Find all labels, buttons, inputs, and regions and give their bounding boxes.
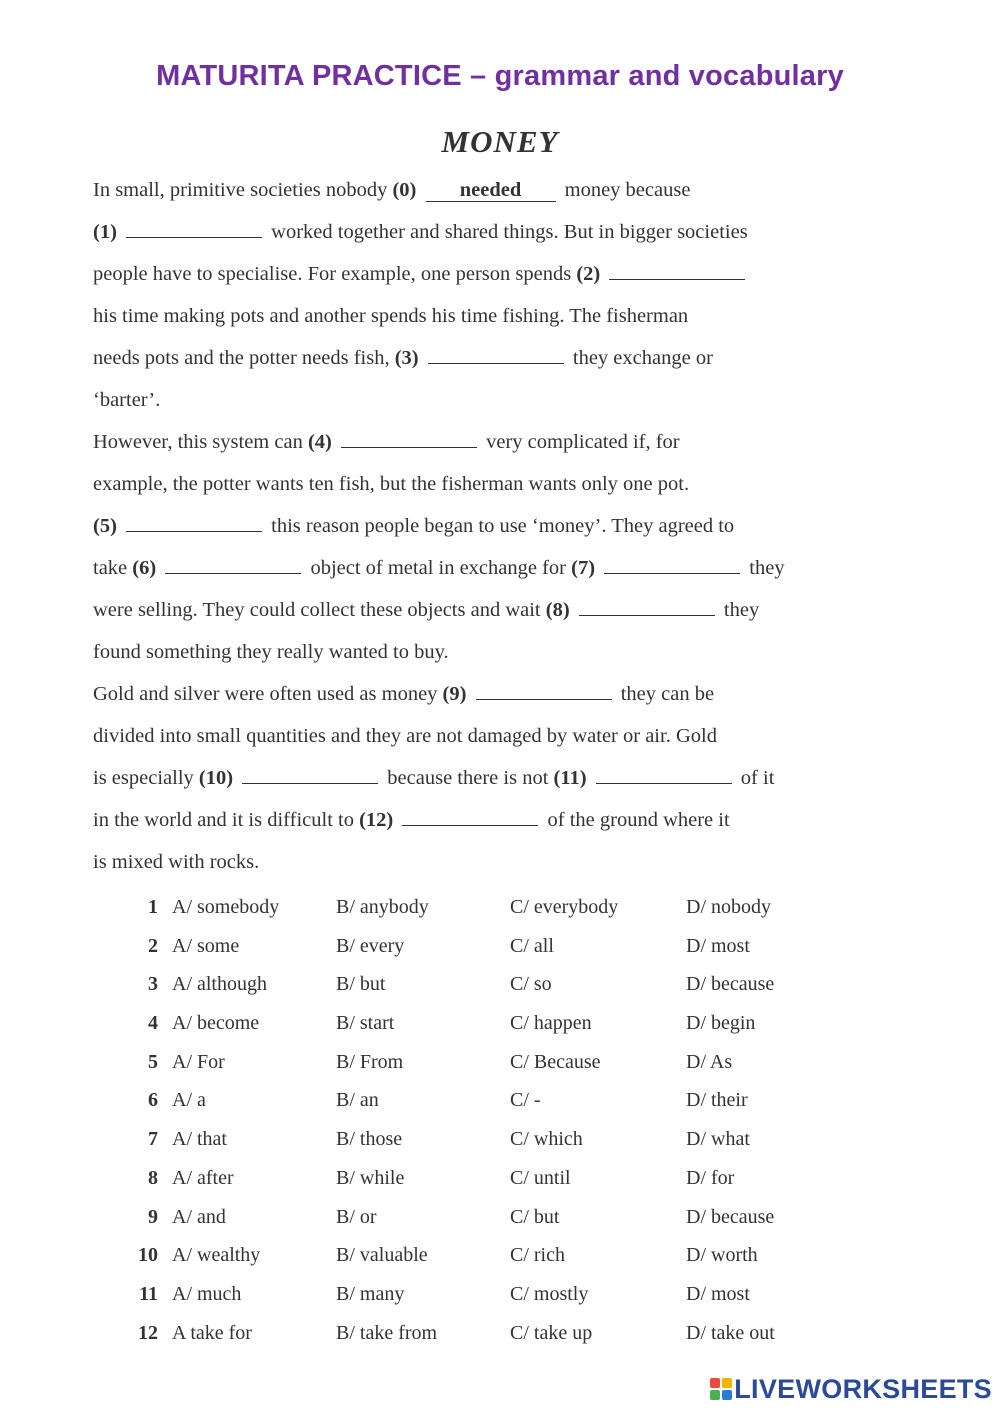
gap-number-1: (1) bbox=[93, 221, 117, 243]
passage-text: is especially bbox=[93, 767, 199, 789]
option-row-3 bbox=[120, 969, 826, 1008]
option-c[interactable]: C/ mostly bbox=[510, 1282, 589, 1305]
passage-line bbox=[93, 718, 853, 760]
option-a[interactable]: A/ a bbox=[172, 1089, 206, 1112]
gap-2-input[interactable] bbox=[609, 263, 745, 280]
option-c[interactable]: C/ take up bbox=[510, 1321, 593, 1344]
option-row-10 bbox=[120, 1240, 826, 1279]
gap-number-7: (7) bbox=[571, 557, 596, 579]
gap-number-8: (8) bbox=[545, 599, 570, 621]
option-number: 2 bbox=[148, 934, 158, 957]
option-number: 9 bbox=[148, 1205, 158, 1228]
option-b[interactable]: B/ take from bbox=[336, 1321, 438, 1344]
gap-9-input[interactable] bbox=[476, 683, 612, 700]
passage-text: of the ground where it bbox=[542, 809, 730, 831]
option-a[interactable]: A/ somebody bbox=[172, 896, 280, 918]
passage-text: However, this system can bbox=[93, 431, 308, 453]
passage-text: in the world and it is difficult to bbox=[93, 809, 360, 831]
option-number: 8 bbox=[148, 1166, 158, 1189]
option-number: 1 bbox=[148, 896, 158, 918]
passage-text: Gold and silver were often used as money bbox=[93, 683, 443, 705]
option-d[interactable]: D/ As bbox=[686, 1050, 733, 1073]
option-d[interactable]: D/ because bbox=[686, 973, 775, 996]
gap-10-input[interactable] bbox=[242, 767, 378, 784]
option-row-5 bbox=[120, 1047, 826, 1086]
passage-line bbox=[93, 424, 853, 466]
option-b[interactable]: B/ an bbox=[336, 1089, 379, 1112]
gap-5-input[interactable] bbox=[126, 515, 262, 532]
option-b[interactable]: B/ anybody bbox=[336, 896, 429, 918]
option-b[interactable]: B/ many bbox=[336, 1282, 405, 1305]
passage-line bbox=[93, 382, 853, 424]
option-c[interactable]: C/ but bbox=[510, 1205, 560, 1228]
passage-line bbox=[93, 634, 853, 676]
option-c[interactable]: C/ Because bbox=[510, 1050, 601, 1073]
gap-number-12: (12) bbox=[359, 809, 394, 831]
gap-3-input[interactable] bbox=[428, 347, 564, 364]
option-a[interactable]: A/ although bbox=[172, 973, 267, 996]
option-d[interactable]: D/ most bbox=[686, 1282, 750, 1305]
passage-text: they bbox=[744, 557, 785, 579]
option-d[interactable]: D/ nobody bbox=[686, 896, 771, 918]
option-a[interactable]: A take for bbox=[172, 1321, 252, 1344]
passage-text: because there is not bbox=[382, 767, 554, 789]
passage-text: In small, primitive societies nobody bbox=[93, 179, 393, 201]
option-d[interactable]: D/ because bbox=[686, 1205, 775, 1228]
passage-line bbox=[93, 760, 853, 802]
option-b[interactable]: B/ From bbox=[336, 1050, 404, 1073]
option-d[interactable]: D/ begin bbox=[686, 1012, 756, 1035]
passage-text: very complicated if, for bbox=[480, 431, 680, 453]
passage-text: they bbox=[718, 599, 760, 621]
liveworksheets-logo bbox=[710, 1369, 992, 1409]
option-b[interactable]: B/ those bbox=[336, 1128, 403, 1151]
passage-line bbox=[93, 802, 853, 844]
option-row-6 bbox=[120, 1085, 826, 1124]
passage-text: people have to specialise. For example, one person spends bbox=[93, 263, 577, 285]
passage-text: divided into small quantities and they are not damaged by water or air. Gold bbox=[93, 725, 717, 747]
gap-number-6: (6) bbox=[132, 557, 157, 579]
option-a[interactable]: A/ some bbox=[172, 934, 240, 957]
gap-number-0: (0) bbox=[392, 179, 417, 201]
gap-number-9: (9) bbox=[442, 683, 467, 705]
option-b[interactable]: B/ or bbox=[336, 1205, 377, 1228]
gap-11-input[interactable] bbox=[596, 767, 732, 784]
passage-text: worked together and shared things. But in bigger societies bbox=[266, 221, 748, 243]
passage-text: were selling. They could collect these objects and wait bbox=[93, 599, 546, 621]
option-a[interactable]: A/ For bbox=[172, 1050, 225, 1073]
passage-text: his time making pots and another spends his time fishing. The fisherman bbox=[93, 305, 689, 327]
passage-line bbox=[93, 298, 853, 340]
passage-line bbox=[93, 676, 853, 718]
option-row-2 bbox=[120, 931, 826, 970]
gap-0-example: needed bbox=[426, 179, 556, 202]
passage-text: money because bbox=[559, 179, 691, 201]
gap-number-2: (2) bbox=[576, 263, 601, 285]
gap-number-3: (3) bbox=[394, 347, 419, 369]
passage-text: this reason people began to use ‘money’. They agreed to bbox=[266, 515, 735, 537]
option-a[interactable]: A/ and bbox=[172, 1205, 226, 1228]
gap-6-input[interactable] bbox=[165, 557, 301, 574]
option-c[interactable]: C/ - bbox=[510, 1089, 541, 1112]
option-c[interactable]: C/ which bbox=[510, 1128, 583, 1151]
option-number: 11 bbox=[139, 1282, 158, 1305]
option-b[interactable]: B/ every bbox=[336, 934, 405, 957]
page-title: MONEY bbox=[441, 124, 559, 159]
passage-text: of it bbox=[735, 767, 775, 789]
option-c[interactable]: C/ rich bbox=[510, 1244, 565, 1267]
passage-text: take bbox=[93, 557, 133, 579]
passage-text: example, the potter wants ten fish, but the fisherman wants only one pot. bbox=[93, 473, 690, 495]
option-row-1 bbox=[120, 892, 826, 931]
option-b[interactable]: B/ start bbox=[336, 1012, 395, 1035]
passage-line bbox=[93, 172, 853, 214]
option-a[interactable]: A/ that bbox=[172, 1128, 227, 1151]
gap-12-input[interactable] bbox=[402, 809, 538, 826]
passage-line bbox=[93, 844, 853, 886]
option-number: 12 bbox=[138, 1321, 158, 1344]
option-d[interactable]: D/ take out bbox=[686, 1321, 775, 1344]
passage-text: needs pots and the potter needs fish, bbox=[93, 347, 395, 369]
option-a[interactable]: A/ wealthy bbox=[172, 1244, 261, 1267]
passage-line bbox=[93, 508, 853, 550]
passage-text: found something they really wanted to buy. bbox=[93, 641, 449, 663]
passage bbox=[93, 172, 853, 886]
passage-line bbox=[93, 256, 853, 298]
option-number: 5 bbox=[148, 1050, 158, 1073]
option-a[interactable]: A/ much bbox=[172, 1282, 242, 1305]
option-a[interactable]: A/ become bbox=[172, 1012, 260, 1035]
option-row-7 bbox=[120, 1124, 826, 1163]
option-c[interactable]: C/ all bbox=[510, 934, 554, 957]
passage-text: they exchange or bbox=[567, 347, 713, 369]
option-d[interactable]: D/ worth bbox=[686, 1244, 758, 1267]
option-c[interactable]: C/ happen bbox=[510, 1012, 592, 1035]
option-d[interactable]: D/ for bbox=[686, 1166, 735, 1189]
passage-line bbox=[93, 466, 853, 508]
option-number: 3 bbox=[148, 973, 158, 996]
gap-1-input[interactable] bbox=[126, 221, 262, 238]
passage-text: is mixed with rocks. bbox=[93, 851, 260, 873]
option-b[interactable]: B/ but bbox=[336, 973, 386, 996]
answer-options bbox=[120, 892, 826, 1356]
passage-line bbox=[93, 592, 853, 634]
option-number: 10 bbox=[138, 1244, 158, 1267]
option-number: 6 bbox=[148, 1089, 158, 1112]
passage-line bbox=[93, 550, 853, 592]
passage-text: ‘barter’. bbox=[93, 389, 161, 411]
gap-number-5: (5) bbox=[93, 515, 117, 537]
option-number: 7 bbox=[148, 1128, 158, 1151]
passage-text: they can be bbox=[615, 683, 715, 705]
option-a[interactable]: A/ after bbox=[172, 1166, 234, 1189]
option-b[interactable]: B/ valuable bbox=[336, 1244, 428, 1267]
option-row-4 bbox=[120, 1008, 826, 1047]
passage-line bbox=[93, 340, 853, 382]
gap-number-4: (4) bbox=[307, 431, 332, 453]
passage-text: object of metal in exchange for bbox=[305, 557, 572, 579]
gap-8-input[interactable] bbox=[579, 599, 715, 616]
gap-number-10: (10) bbox=[198, 767, 234, 789]
gap-number-11: (11) bbox=[553, 767, 587, 789]
option-row-9 bbox=[120, 1202, 826, 1241]
page-header: MATURITA PRACTICE – grammar and vocabulary bbox=[156, 60, 844, 92]
logo-icon bbox=[710, 1378, 732, 1400]
passage-line bbox=[93, 214, 853, 256]
option-row-8 bbox=[120, 1163, 826, 1202]
option-c[interactable]: C/ until bbox=[510, 1166, 571, 1189]
gap-7-input[interactable] bbox=[604, 557, 740, 574]
option-c[interactable]: C/ everybody bbox=[510, 896, 619, 918]
option-row-11 bbox=[120, 1279, 826, 1318]
logo-text: LIVEWORKSHEETS bbox=[734, 1373, 992, 1404]
option-d[interactable]: D/ their bbox=[686, 1089, 748, 1112]
option-b[interactable]: B/ while bbox=[336, 1166, 405, 1189]
option-row-12 bbox=[120, 1318, 826, 1357]
option-c[interactable]: C/ so bbox=[510, 973, 552, 996]
gap-4-input[interactable] bbox=[341, 431, 477, 448]
option-d[interactable]: D/ what bbox=[686, 1128, 750, 1151]
option-d[interactable]: D/ most bbox=[686, 934, 750, 957]
option-number: 4 bbox=[148, 1012, 158, 1035]
